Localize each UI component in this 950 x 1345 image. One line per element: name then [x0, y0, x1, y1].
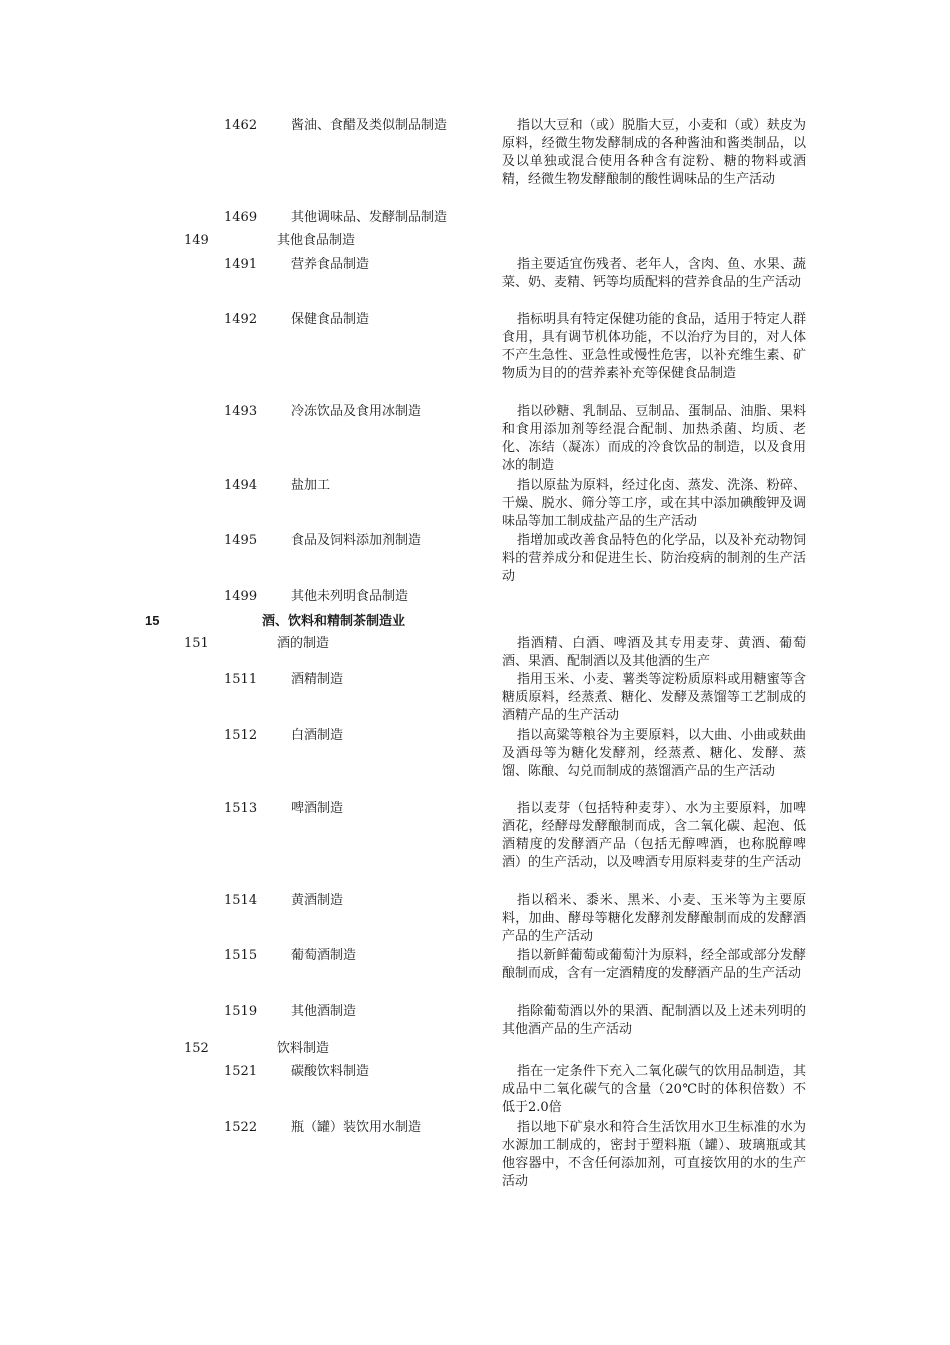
category-description: 指用玉米、小麦、薯类等淀粉质原料或用糖蜜等含糖质原料，经蒸煮、糖化、发酵及蒸馏等工艺制成的酒精产品的生产活动: [502, 672, 806, 723]
category-description: 指除葡萄酒以外的果酒、配制酒以及上述未列明的其他酒产品的生产活动: [502, 1004, 806, 1037]
category-name: 酒精制造: [291, 672, 344, 687]
category-name: 保健食品制造: [291, 312, 370, 327]
category-description: 指以麦芽（包括特种麦芽）、水为主要原料，加啤酒花，经酵母发酵酿制而成，含二氧化碳、起泡、低酒精度的发酵酒产品（包括无醇啤酒，也称脱醇啤酒）的生产活动，以及啤酒专用原料麦芽的生产活动: [502, 801, 806, 870]
category-name: 食品及饲料添加剂制造: [291, 533, 422, 548]
category-code: 1499: [224, 589, 258, 604]
category-code: 1513: [224, 801, 258, 816]
category-description: 指以高粱等粮谷为主要原料，以大曲、小曲或麸曲及酒母等为糖化发酵剂，经蒸煮、糖化、发酵、蒸馏、陈酿、勾兑而制成的蒸馏酒产品的生产活动: [502, 728, 806, 779]
category-description: 指以大豆和（或）脱脂大豆，小麦和（或）麸皮为原料，经微生物发酵制成的各种酱油和酱类制品，以及以单独或混合使用各种含有淀粉、糖的物料或酒精，经微生物发酵酿制的酸性调味品的生产活动: [502, 118, 806, 187]
category-code: 1519: [224, 1004, 258, 1019]
category-name: 饮料制造: [277, 1041, 330, 1056]
category-name: 其他调味品、发酵制品制造: [291, 210, 448, 225]
category-code: 1462: [224, 118, 258, 133]
category-code: 1512: [224, 728, 258, 743]
category-code: 1491: [224, 257, 258, 272]
category-name: 其他酒制造: [291, 1004, 357, 1019]
category-code: 1511: [224, 672, 258, 687]
category-description: 指以稻米、黍米、黑米、小麦、玉米等为主要原料，加曲、酵母等糖化发酵剂发酵酿制而成的发酵酒产品的生产活动: [502, 893, 806, 944]
category-code: 1522: [224, 1120, 258, 1135]
category-code: 15: [145, 613, 160, 628]
category-code: 1521: [224, 1064, 258, 1079]
category-name: 啤酒制造: [291, 801, 344, 816]
category-code: 1494: [224, 478, 258, 493]
category-name: 酱油、食醋及类似制品制造: [291, 118, 448, 133]
category-name: 其他食品制造: [277, 233, 356, 248]
category-code: 1469: [224, 210, 258, 225]
category-name: 营养食品制造: [291, 257, 370, 272]
category-code: 1495: [224, 533, 258, 548]
category-code: 149: [184, 233, 209, 248]
category-description: 指以砂糖、乳制品、豆制品、蛋制品、油脂、果料和食用添加剂等经混合配制、加热杀菌、均质、老化、冻结（凝冻）而成的冷食饮品的制造，以及食用冰的制造: [502, 404, 806, 473]
category-name: 盐加工: [291, 478, 331, 493]
category-code: 1492: [224, 312, 258, 327]
category-name: 白酒制造: [291, 728, 344, 743]
category-code: 1514: [224, 893, 258, 908]
category-description: 指在一定条件下充入二氧化碳气的饮用品制造，其成品中二氧化碳气的含量（20℃时的体积倍数）不低于2.0倍: [502, 1064, 806, 1115]
category-description: 指酒精、白酒、啤酒及其专用麦芽、黄酒、葡萄酒、果酒、配制酒以及其他酒的生产: [502, 636, 806, 669]
category-name: 酒的制造: [277, 636, 330, 651]
category-name: 其他未列明食品制造: [291, 589, 409, 604]
category-code: 1515: [224, 948, 258, 963]
category-description: 指以地下矿泉水和符合生活饮用水卫生标准的水为水源加工制成的，密封于塑料瓶（罐）、玻璃瓶或其他容器中，不含任何添加剂，可直接饮用的水的生产活动: [502, 1120, 806, 1189]
category-code: 152: [184, 1041, 209, 1056]
category-name: 黄酒制造: [291, 893, 344, 908]
category-description: 指以新鲜葡萄或葡萄汁为原料，经全部或部分发酵酿制而成，含有一定酒精度的发酵酒产品的生产活动: [502, 948, 806, 981]
category-name: 瓶（罐）装饮用水制造: [291, 1120, 422, 1135]
category-name: 酒、饮料和精制茶制造业: [262, 613, 406, 628]
category-code: 151: [184, 636, 209, 651]
category-description: 指以原盐为原料，经过化卤、蒸发、洗涤、粉碎、干燥、脱水、筛分等工序，或在其中添加碘酸钾及调味品等加工制成盐产品的生产活动: [502, 478, 806, 529]
category-description: 指标明具有特定保健功能的食品，适用于特定人群食用，具有调节机体功能，不以治疗为目的，对人体不产生急性、亚急性或慢性危害，以补充维生素、矿物质为目的的营养素补充等保健食品制造: [502, 312, 806, 381]
category-description: 指主要适宜伤残者、老年人，含肉、鱼、水果、蔬菜、奶、麦精、钙等均质配料的营养食品的生产活动: [502, 257, 806, 290]
category-name: 冷冻饮品及食用冰制造: [291, 404, 422, 419]
category-description: 指增加或改善食品特色的化学品，以及补充动物饲料的营养成分和促进生长、防治疫病的制剂的生产活动: [502, 533, 806, 584]
category-name: 碳酸饮料制造: [291, 1064, 370, 1079]
category-name: 葡萄酒制造: [291, 948, 357, 963]
category-code: 1493: [224, 404, 258, 419]
